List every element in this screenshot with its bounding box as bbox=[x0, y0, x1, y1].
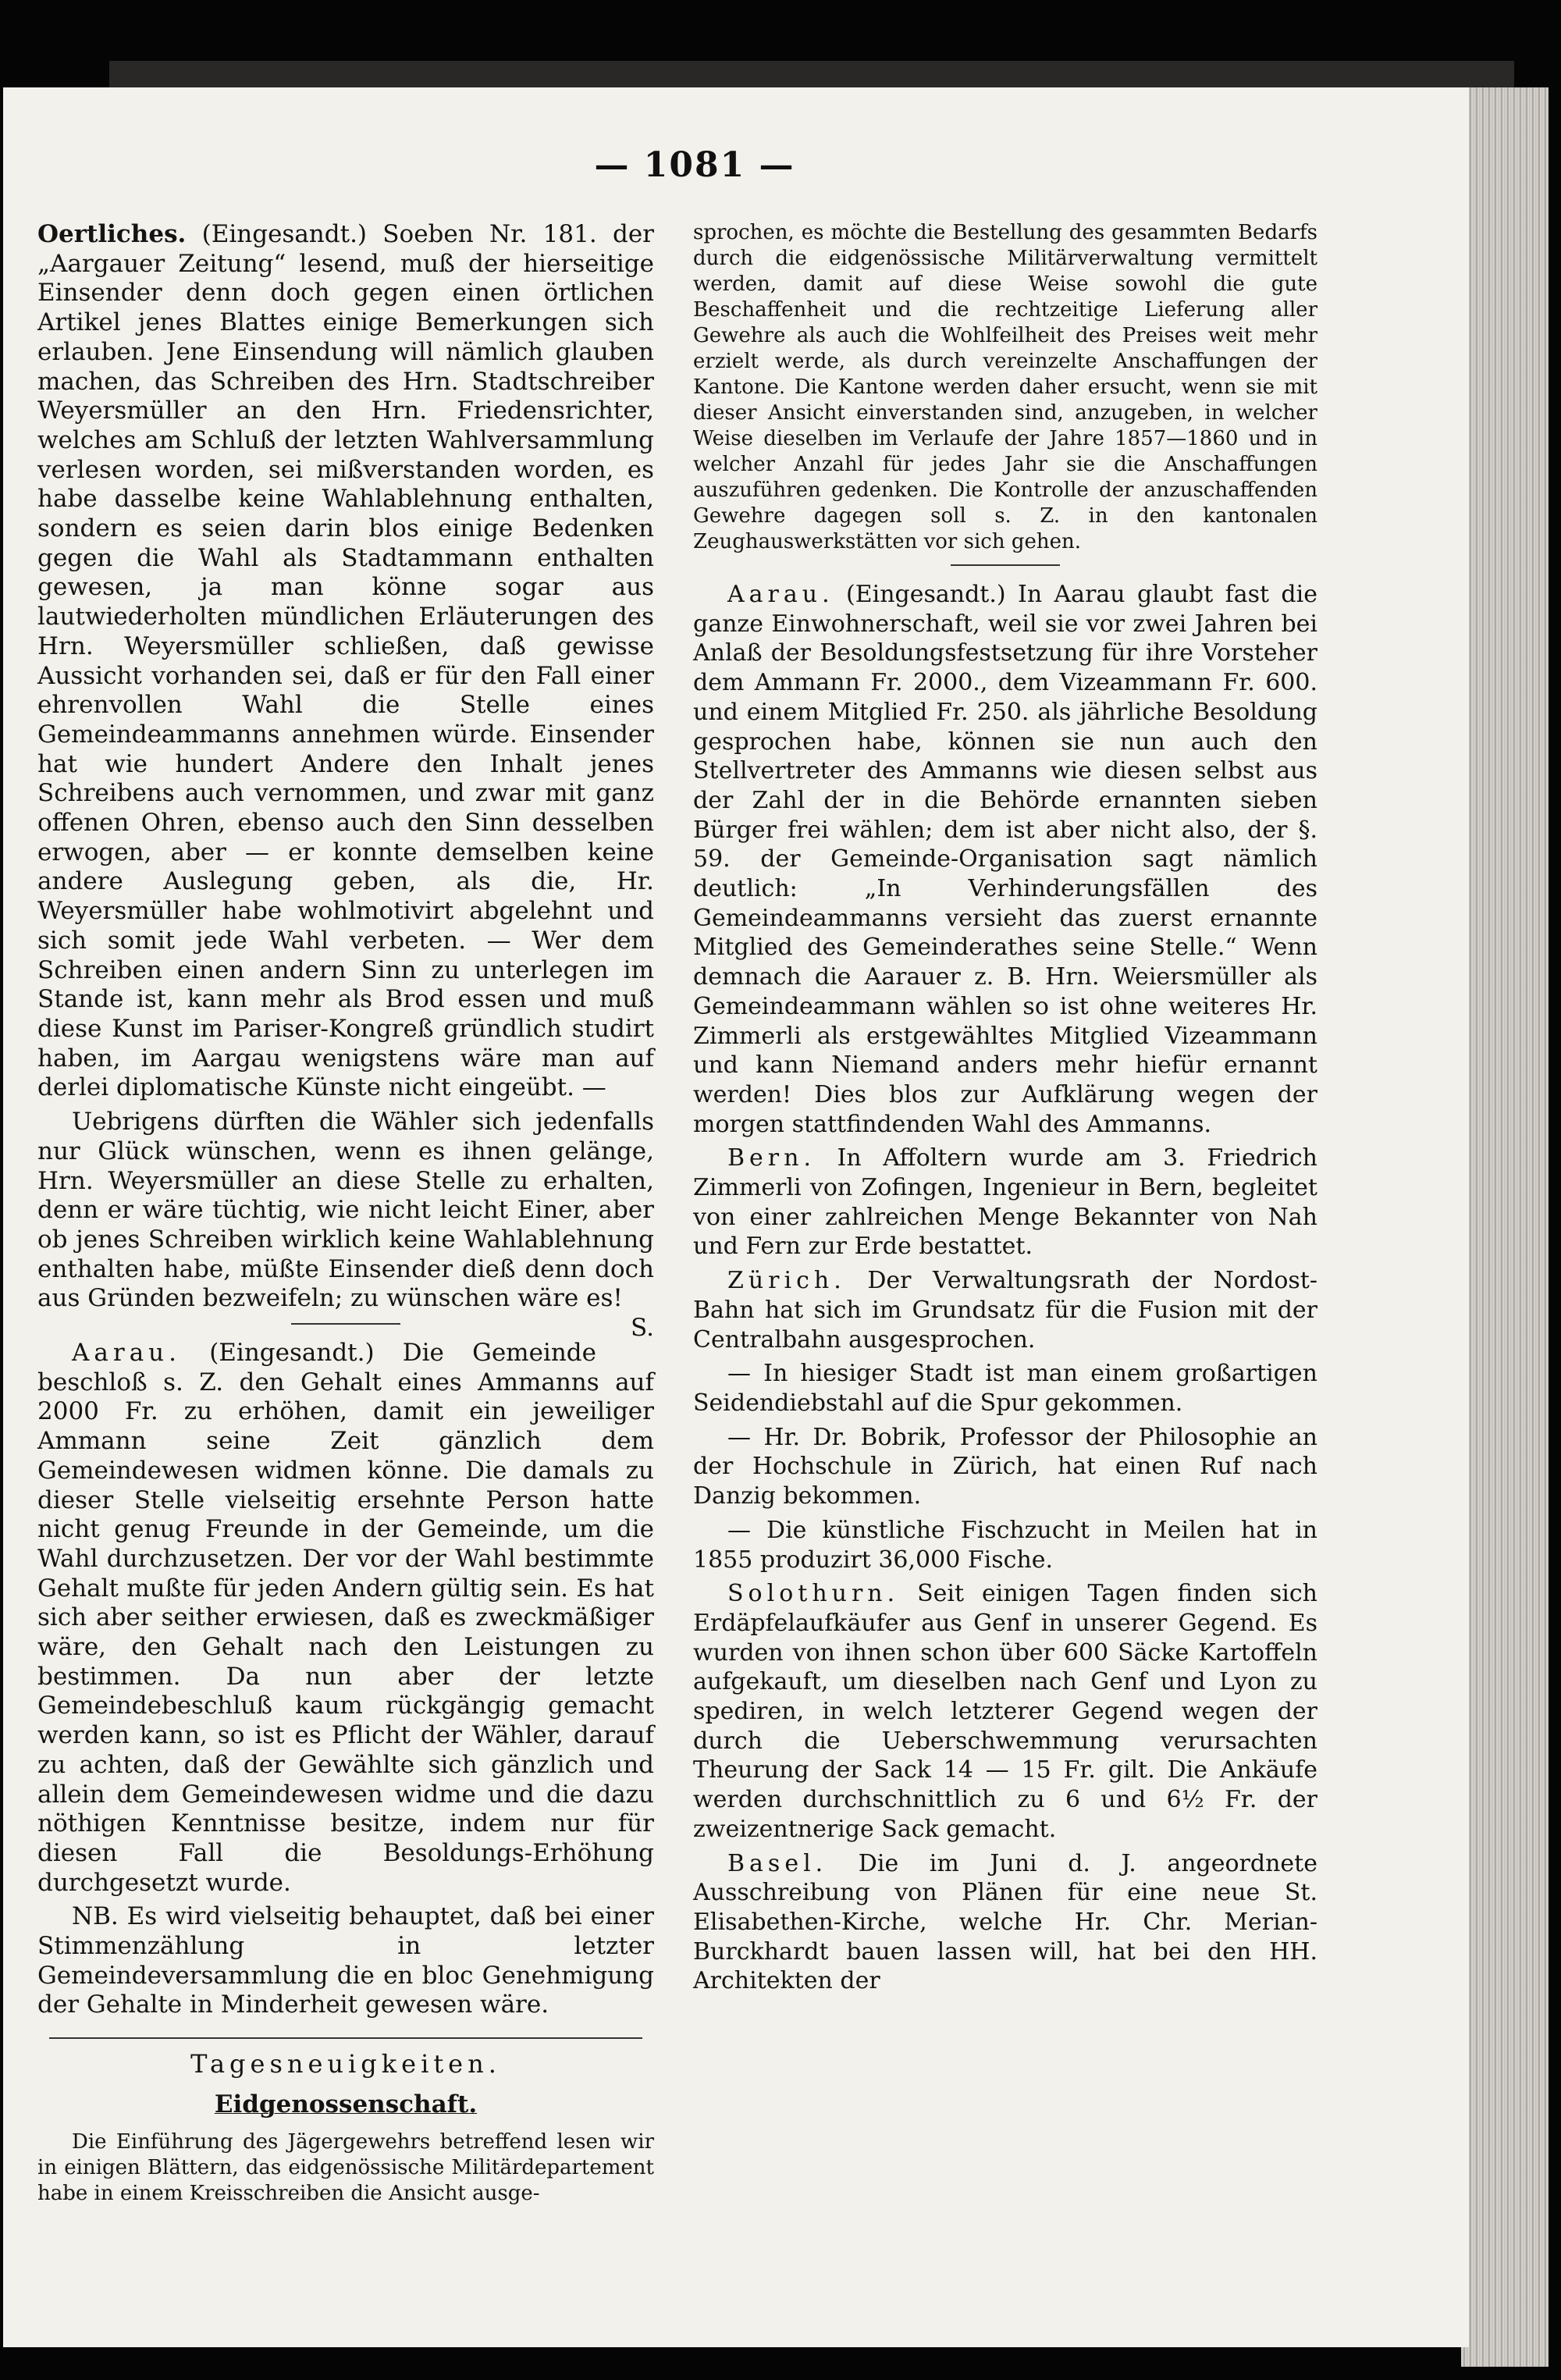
zuerich-item: — Die künstliche Fischzucht in Meilen hat in 1855 produzirt 36,000 Fische. bbox=[693, 1516, 1317, 1574]
right-column bbox=[693, 220, 1317, 2001]
article-body: In Affoltern wurde am 3. Friedrich Zimmerli von Zofingen, Ingenieur in Bern, begleitet von einer zahlreichen Menge Bekannter von Nah und Fern zur Erde bestattet. bbox=[693, 1144, 1317, 1261]
article-heading: Oertliches. bbox=[37, 220, 187, 248]
author-signature: S. bbox=[631, 1314, 654, 1343]
section-title: Tagesneuigkeiten. bbox=[190, 2049, 501, 2079]
article-body: (Eingesandt.) In Aarau glaubt fast die ganze Einwohnerschaft, weil sie vor zwei Jahren bei Anlaß der Besoldungsfestsetzung für ihre Vorsteher dem Ammann Fr. 2000., dem Vizeammann Fr. 600. und einem Mitglied Fr. 250. als jährliche Besoldung gesprochen habe, können sie nun auch den Stellvertreter des Ammanns wie diesen selbst aus der Zahl der in die Behörde ernannten sieben Bürger frei wählen; dem ist aber nicht also, der §. 59. der Gemeinde-Organisation sagt nämlich deutlich: „In Verhinderungsfällen des Gemeindeammanns versieht das zuerst ernannte Mitglied des Gemeinderathes seine Stelle.“ Wenn demnach die Aarauer z. B. Hrn. Weiersmüller als Gemeindeammann wählen so ist ohne weiteres Hr. Zimmerli als erstgewähltes Mitglied Vizeammann und kann Niemand anders mehr hiefür ernannt werden! Dies blos zur Aufklärung wegen der morgen stattfindenden Wahl des Ammanns. bbox=[693, 581, 1317, 1138]
article-body: Uebrigens dürften die Wähler sich jedenfalls nur Glück wünschen, wenn es ihnen gelänge, Hrn. Weyersmüller an diese Stelle zu erhalten, denn er wäre tüchtig, wie nicht leicht Einer, aber ob jenes Schreiben wirklich keine Wahlablehnung enthalten habe, müßte Einsender dieß denn doch aus Gründen bezweifeln; zu wünschen wäre es! bbox=[37, 1108, 654, 1313]
place-name: Bern. bbox=[727, 1144, 816, 1172]
separator-rule bbox=[951, 564, 1060, 566]
continued-article: sprochen, es möchte die Bestellung des gesammten Bedarfs durch die eidgenössische Militärverwaltung vermittelt werden, damit auf diese Weise sowohl die gute Beschaffenheit und die rechtzeitige Lieferung aller Gewehre als auch die Wohlfeilheit des Preises weit mehr erzielt werde, als durch vereinzelte Anschaffungen der Kantone. Die Kantone werden daher ersucht, wenn sie mit dieser Ansicht einverstanden sind, anzugeben, in welcher Weise dieselben im Verlaufe der Jahre 1857—1860 und in welcher Anzahl für jedes Jahr sie die Anschaffungen auszuführen gedenken. Die Kontrolle der anzuschaffenden Gewehre dagegen soll s. Z. in den kantonalen Zeughauswerkstätten vor sich gehen. bbox=[693, 221, 1317, 553]
zuerich-item: — In hiesiger Stadt ist man einem großartigen Seidendiebstahl auf die Spur gekommen. bbox=[693, 1360, 1317, 1417]
place-name: Aarau. bbox=[727, 581, 834, 608]
eidgenossenschaft-article: Die Einführung des Jägergewehrs betreffend lesen wir in einigen Blättern, das eidgenössische Militärdepartement habe in einem Kreisschreiben die Ansicht ausge- bbox=[37, 2129, 654, 2205]
basel-article bbox=[693, 1849, 1317, 1997]
place-name: Basel. bbox=[727, 1849, 828, 1877]
section-rule bbox=[49, 2037, 642, 2039]
place-name: Zürich. bbox=[727, 1267, 846, 1295]
article-body: Die im Juni d. J. angeordnete Ausschreibung von Plänen für eine neue St. Elisabethen-Kirche, welche Hr. Chr. Merian-Burckhardt bauen lassen will, hat bei den HH. Architekten der bbox=[693, 1849, 1317, 1995]
separator-rule bbox=[291, 1323, 400, 1325]
bern-article bbox=[693, 1144, 1317, 1261]
nb-note: NB. Es wird vielseitig behauptet, daß bei einer Stimmenzählung in letzter Gemeindeversammlung die en bloc Genehmigung der Gehalte in Minderheit gewesen wäre. bbox=[37, 1902, 654, 2019]
place-name: Aarau. bbox=[72, 1339, 181, 1368]
article-body: (Eingesandt.) Soeben Nr. 181. der „Aargauer Zeitung“ lesend, muß der hierseitige Einsender denn doch gegen einen örtlichen Artikel jenes Blattes einige Bemerkungen sich erlauben. Jene Einsendung will nämlich glauben machen, das Schreiben des Hrn. Stadtschreiber Weyersmüller an den Hrn. Friedensrichter, welches am Schluß der letzten Wahlversammlung verlesen worden, sei mißverstanden worden, es habe dasselbe keine Wahlablehnung enthalten, sondern es seien darin blos einige Bedenken gegen die Wahl als Stadtammann enthalten gewesen, ja man könne sogar aus lautwiederholten mündlichen Erläuterungen des Hrn. Weyersmüller schließen, daß gewisse Aussicht vorhanden sei, daß er für den Fall einer ehrenvollen Wahl die Stelle eines Gemeindeammanns annehmen würde. Einsender hat wie hundert Andere den Inhalt jenes Schreibens auch vernommen, und zwar mit ganz offenen Ohren, ebenso auch den Sinn desselben erwogen, aber — er konnte demselben keine andere Auslegung geben, als die, Hr. Weyersmüller habe wohlmotivirt abgelehnt und sich somit jede Wahl verbeten. — Wer dem Schreiben einen andern Sinn zu unterlegen im Stande ist, kann mehr als Brod essen und muß diese Kunst im Pariser-Kongreß gründlich studirt haben, im Aargau wenigstens wäre man auf derlei diplomatische Künste nicht eingeübt. — bbox=[37, 220, 654, 1102]
place-name: Solothurn. bbox=[727, 1580, 900, 1608]
zuerich-article bbox=[693, 1266, 1317, 1354]
aarau-article-2 bbox=[693, 580, 1317, 1139]
page-number: — 1081 — bbox=[594, 145, 795, 185]
subsection-title: Eidgenossenschaft. bbox=[214, 2090, 478, 2119]
article-body: (Eingesandt.) Die Gemeinde beschloß s. Z. den Gehalt eines Ammanns auf 2000 Fr. zu erhöhen, damit ein jeweiliger Ammann seine Zeit gänzlich dem Gemeindewesen widmen könne. Die damals zu dieser Stelle vielseitig ersehnte Person hatte nicht genug Freunde in der Gemeinde, um die Wahl durchzusetzen. Der vor der Wahl bestimmte Gehalt mußte für jeden Andern gültig sein. Es hat sich aber seither erwiesen, daß es zweckmäßiger wäre, den Gehalt nach den Leistungen zu bestimmen. Da nun aber der letzte Gemeindebeschluß kaum rückgängig gemacht werden kann, so ist es Pflicht der Wähler, darauf zu achten, daß der Gewählte sich gänzlich und allein dem Gemeindewesen widme und die dazu nöthigen Kenntnisse besitze, indem nur für diesen Fall die Besoldungs-Erhöhung durchgesetzt wurde. bbox=[37, 1339, 654, 1897]
article-body: Der Verwaltungsrath der Nordost-Bahn hat sich im Grundsatz für die Fusion mit der Centralbahn ausgesprochen. bbox=[693, 1267, 1317, 1354]
scan-top-edge bbox=[109, 61, 1514, 91]
aarau-article-1 bbox=[37, 1339, 654, 1898]
zuerich-item: — Hr. Dr. Bobrik, Professor der Philosophie an der Hochschule in Zürich, hat einen Ruf nach Danzig bekommen. bbox=[693, 1423, 1317, 1510]
oertliches-paragraph-2 bbox=[37, 1108, 654, 1343]
oertliches-article bbox=[37, 220, 654, 1103]
book-page-edges bbox=[1461, 87, 1549, 2367]
left-column bbox=[37, 220, 654, 2211]
solothurn-article bbox=[693, 1579, 1317, 1844]
article-body: Seit einigen Tagen finden sich Erdäpfelaufkäufer aus Genf in unserer Gegend. Es wurden von ihnen schon über 600 Säcke Kartoffeln aufgekauft, um dieselben nach Genf und Lyon zu spediren, in welch letzterer Gegend wegen der durch die Ueberschwemmung verursachten Theurung der Sack 14 — 15 Fr. gilt. Die Ankäufe werden durchschnittlich zu 6 und 6½ Fr. der zweizentnerige Sack gemacht. bbox=[693, 1580, 1317, 1843]
